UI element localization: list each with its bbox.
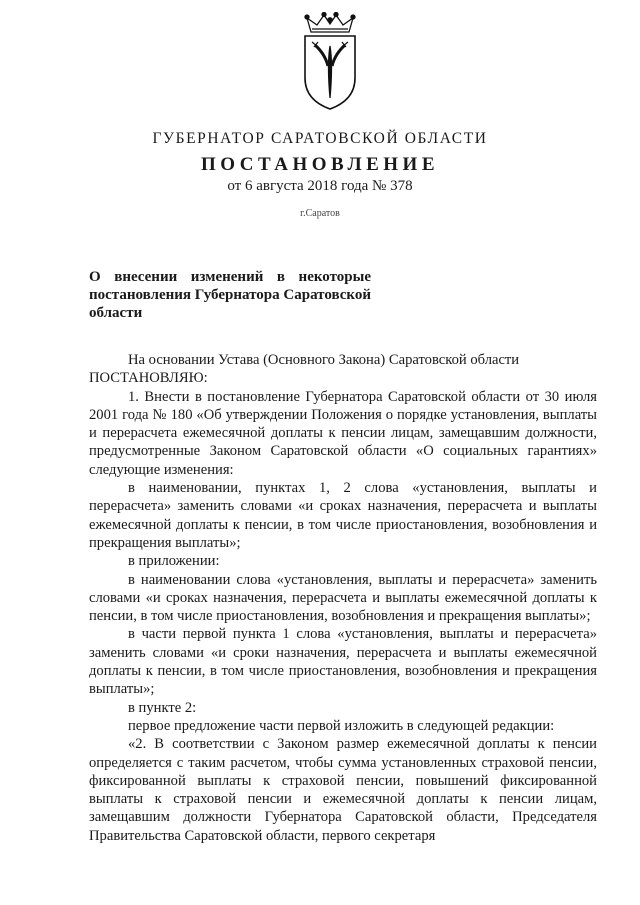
document-type: ПОСТАНОВЛЕНИЕ <box>200 154 440 175</box>
document-body <box>89 351 597 845</box>
saratov-coat-of-arms-icon <box>297 12 363 112</box>
paragraph: в части первой пункта 1 слова «установления, выплаты и перерасчета» заменить словами «и сроки назначения, перерасчета и выплаты ежемесячной доплаты к пенсии, в том числе приостановления, возобновления и прекращения выплаты»; <box>89 626 597 698</box>
paragraph: На основании Устава (Основного Закона) Саратовской области <box>128 352 520 368</box>
document-subject: О внесении изменений в некоторые постановления Губернатора Саратовской области <box>89 269 371 321</box>
paragraph: 1. Внести в постановление Губернатора Саратовской области от 30 июля 2001 года № 180 «Об утверждении Положения о порядке установления, выплаты и перерасчета ежемесячной доплаты к пенсии лицам, замещавшим должности, предусмотренные Законом Саратовской области «О социальных гарантиях» следующие изменения: <box>89 388 597 478</box>
paragraph: в наименовании слова «установления, выплаты и перерасчета» заменить словами «и сроках назначения, перерасчета и выплаты ежемесячной доплаты к пенсии, в том числе приостановления, возобновления и прекращения выплаты»; <box>89 571 597 625</box>
document-city: г.Саратов <box>300 208 340 219</box>
paragraph: «2. В соответствии с Законом размер ежемесячной доплаты к пенсии определяется с таким расчетом, чтобы сумма установленных страховой пенсии, фиксированной выплаты к страховой пенсии, повышений фиксированной выплаты к страховой пенсии и ежемесячной доплаты к пенсии лицам, замещавшим должности Губернатора Саратовской области, Председателя Правительства Саратовской области, первого секретаря <box>89 736 597 844</box>
governor-title: ГУБЕРНАТОР САРАТОВСКОЙ ОБЛАСТИ <box>152 130 488 147</box>
paragraph: первое предложение части первой изложить в следующей редакции: <box>128 717 555 734</box>
coat-of-arms <box>297 12 363 112</box>
paragraph: в наименовании, пунктах 1, 2 слова «установления, выплаты и перерасчета» заменить словами «и сроках назначения, перерасчета и выплаты ежемесячной доплаты к пенсии, в том числе приостановления, возобновления и прекращения выплаты»; <box>89 480 597 551</box>
paragraph: в пункте 2: <box>128 699 197 716</box>
paragraph: в приложении: <box>128 553 220 570</box>
paragraph-resolve: ПОСТАНОВЛЯЮ: <box>89 370 208 387</box>
document-date-number: от 6 августа 2018 года № 378 <box>227 178 413 194</box>
